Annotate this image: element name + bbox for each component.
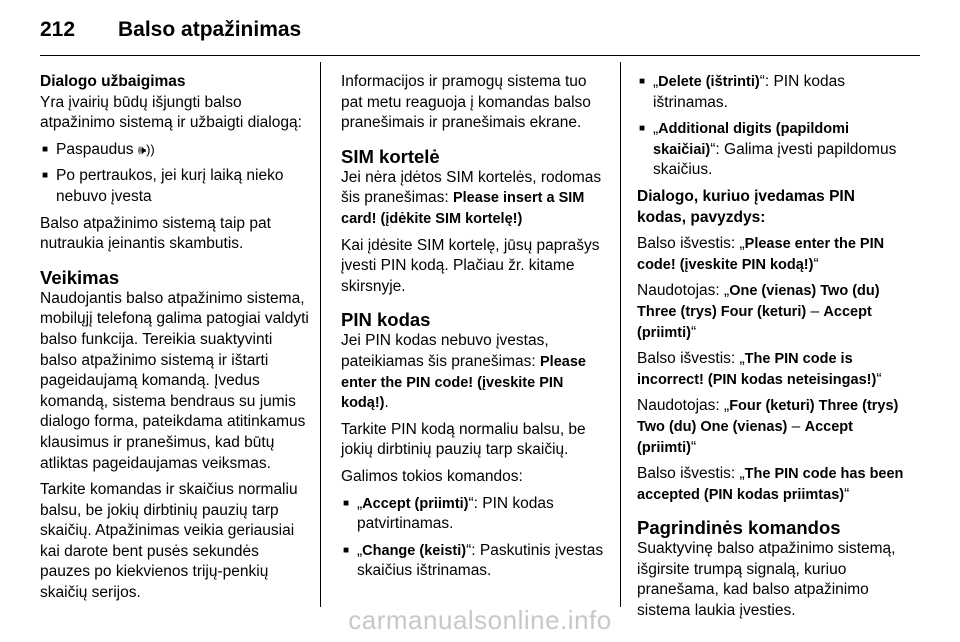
text: – bbox=[787, 417, 805, 435]
command-text: Change (keisti) bbox=[362, 542, 467, 559]
page-title: Balso atpažinimas bbox=[118, 18, 302, 41]
text: . bbox=[384, 394, 389, 412]
text: Jei nėra įdėtos SIM kortelės, rodomas šis pranešimas: bbox=[341, 168, 602, 207]
command-text: Four (keturi) Three (trys) Two (du) One (vienas) bbox=[637, 398, 899, 435]
command-text: Additional digits (papildomi skaičiai) bbox=[653, 121, 850, 158]
watermark: carmanualsonline.info bbox=[348, 605, 612, 635]
text: – bbox=[806, 302, 824, 320]
text: Balso išvestis: „ bbox=[637, 235, 745, 253]
dialog-line bbox=[637, 349, 905, 390]
command-text: Delete (ištrinti) bbox=[658, 74, 760, 90]
text: “: Galima įvesti papildomus skaičius. bbox=[653, 140, 897, 179]
command-list bbox=[637, 72, 905, 181]
page-header bbox=[40, 18, 301, 48]
list-item bbox=[637, 119, 905, 181]
section-title-main-commands: Pagrindinės komandos bbox=[637, 517, 841, 539]
text: “: PIN kodas ištrinamas. bbox=[653, 73, 845, 111]
column-divider bbox=[620, 62, 621, 607]
text: Naudotojas: „ bbox=[637, 397, 730, 415]
paragraph: Galimos tokios komandos: bbox=[341, 467, 523, 485]
column-3 bbox=[637, 72, 905, 628]
message-text: The PIN code is incorrect! (PIN kodas neteisingas!) bbox=[637, 351, 877, 388]
column-2 bbox=[341, 72, 609, 588]
text: “ bbox=[876, 370, 882, 388]
text: “: PIN kodas patvirtinamas. bbox=[357, 494, 554, 533]
section-title-sim: SIM kortelė bbox=[341, 145, 440, 167]
text: Jei PIN kodas nebuvo įvestas, pateikiamas šis pranešimas: bbox=[341, 332, 549, 370]
message-text: Please enter the PIN code! (įveskite PIN kodą!) bbox=[637, 236, 885, 273]
text: “ bbox=[844, 485, 850, 503]
text: “ bbox=[813, 255, 819, 273]
paragraph: Tarkite PIN kodą normaliu balsu, be jokių dirbtinių pauzių tarp skaičių. bbox=[341, 420, 586, 459]
text: „ bbox=[653, 120, 659, 138]
text: „ bbox=[653, 73, 659, 90]
subheading-dialog-end: Dialogo užbaigimas bbox=[40, 73, 186, 90]
paragraph: Naudojantis balso atpažinimo sistema, mobilųjį telefoną galima patogiai valdyti balso funkcija. Tereikia suaktyvinti balso atpažinimo sistemą ir ištarti pageidaujamą komandą. Įvedus komandą, sistema bendraus su jumis dialogo forma, pateikdama atitinkamus klausimus ir pranešimus, kad būtų atliktas pageidaujamas veiksmas. bbox=[40, 289, 309, 472]
message-text: The PIN code has been accepted (PIN kodas priimtas) bbox=[637, 466, 904, 503]
paragraph: Yra įvairių būdų išjungti balso atpažinimo sistemą ir užbaigti dialogą: bbox=[40, 93, 302, 132]
command-list bbox=[341, 494, 609, 582]
list-item: ■ Po pertraukos, jei kurį laiką nieko nebuvo įvesta bbox=[40, 166, 310, 207]
list-item bbox=[40, 140, 310, 161]
voice-icon: 🕪)) bbox=[137, 141, 155, 157]
paragraph: Informacijos ir pramogų sistema tuo pat metu reaguoja į komandas balso pranešimais ir pranešimais ekrane. bbox=[341, 73, 591, 132]
section-title-operation: Veikimas bbox=[40, 266, 120, 288]
text: „ bbox=[357, 494, 363, 512]
list-item bbox=[341, 494, 609, 535]
bullet-list bbox=[40, 140, 310, 208]
paragraph: Balso atpažinimo sistemą taip pat nutraukia įeinantis skambutis. bbox=[40, 214, 271, 253]
command-text: Accept (priimti) bbox=[362, 495, 469, 512]
text: “ bbox=[690, 438, 697, 456]
text: Naudotojas: „ bbox=[637, 282, 730, 300]
text: “: Paskutinis įvestas skaičius ištrinamas. bbox=[357, 541, 604, 580]
paragraph bbox=[341, 168, 609, 230]
text: „ bbox=[357, 541, 363, 559]
dialog-line bbox=[637, 234, 905, 275]
column-divider bbox=[320, 62, 321, 607]
dialog-line bbox=[637, 396, 905, 458]
paragraph: Kai įdėsite SIM kortelę, jūsų paprašys įvesti PIN kodą. Plačiau žr. kitame skirsnyje. bbox=[341, 236, 600, 295]
header-rule bbox=[40, 55, 920, 56]
subheading-pin-dialog: Dialogo, kuriuo įvedamas PIN kodas, pavyzdys: bbox=[637, 187, 855, 226]
list-item bbox=[341, 541, 609, 582]
list-item-text: Paspaudus bbox=[56, 140, 134, 158]
text: Balso išvestis: „ bbox=[637, 465, 745, 483]
message-text: Please insert a SIM card! (įdėkite SIM kortelę!) bbox=[341, 190, 585, 227]
section-title-pin: PIN kodas bbox=[341, 309, 431, 331]
list-item bbox=[637, 72, 905, 113]
paragraph: Tarkite komandas ir skaičius normaliu balsu, be jokių dirbtinių pauzių tarp skaičių. Atpažinimas veikia geriausiai kai darote bent pusės sekundės pauzes po kiekvienos trijų-penkių skaičių serijos. bbox=[40, 481, 298, 602]
dialog-line bbox=[637, 464, 905, 505]
command-text: Accept (priimti) bbox=[637, 418, 853, 456]
command-text: Accept (priimti) bbox=[637, 303, 872, 341]
column-1 bbox=[40, 72, 310, 610]
paragraph bbox=[341, 331, 609, 413]
dialog-line bbox=[637, 281, 905, 343]
command-text: One (vienas) Two (du) Three (trys) Four (keturi) bbox=[637, 283, 880, 320]
text: “ bbox=[690, 323, 697, 341]
message-text: Please enter the PIN code! (įveskite PIN kodą!) bbox=[341, 353, 586, 412]
text: Balso išvestis: „ bbox=[637, 350, 745, 368]
paragraph: Suaktyvinę balso atpažinimo sistemą, išgirsite trumpą signalą, kuriuo pranešama, kad balso atpažinimo sistema laukia įvesties. bbox=[637, 540, 896, 620]
page-number: 212 bbox=[40, 18, 76, 41]
